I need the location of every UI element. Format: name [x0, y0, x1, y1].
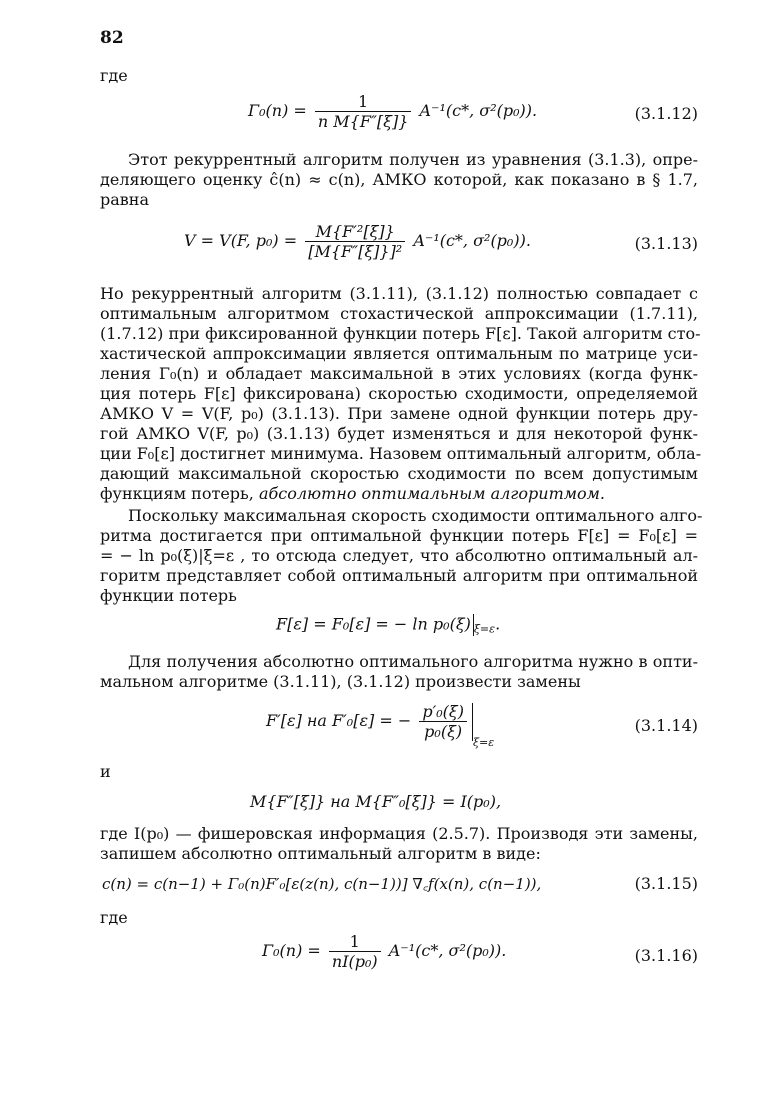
text-line: (1.7.12) при фиксированной функции потерь F[ε]. Такой алгоритм сто-: [100, 324, 701, 343]
text-line: Но рекуррентный алгоритм (3.1.11), (3.1.12) полностью совпадает с: [100, 284, 698, 303]
text-line: Для получения абсолютно оптимального алгоритма нужно в опти-: [128, 652, 698, 671]
text-line: мальном алгоритме (3.1.11), (3.1.12) произвести замены: [100, 672, 581, 691]
eq-fraction: [419, 702, 467, 741]
text-line: где I(p₀) — фишеровская информация (2.5.7). Производя эти замены,: [100, 824, 698, 843]
eq-body: M{F″[ξ]} на M{F″₀[ξ]} = I(p₀),: [250, 792, 502, 811]
text-line: и: [100, 762, 111, 781]
text-line: ритма достигается при оптимальной функции потерь F[ε] = F₀[ε] =: [100, 526, 698, 545]
eq-left: Γ₀(n) =: [262, 941, 321, 960]
page-number: 82: [100, 28, 124, 48]
equation-3-1-12: [100, 92, 698, 138]
text-line: равна: [100, 190, 149, 209]
text-line: горитм представляет собой оптимальный алгоритм при оптимальной: [100, 566, 698, 585]
eq-end: .: [495, 614, 501, 634]
text-line: гой АМКО V(F, p₀) (3.1.13) будет изменяться и для некоторой функ-: [100, 424, 698, 443]
eq-denominator: [M{F″[ξ]}]²: [308, 242, 403, 261]
text-line: запишем абсолютно оптимальный алгоритм в виде:: [100, 844, 541, 863]
eq-left: Γ₀(n) =: [248, 101, 307, 120]
eq-right: A⁻¹(c*, σ²(p₀)).: [413, 231, 531, 250]
eq-numerator: 1: [315, 92, 412, 112]
eq-numerator: M{F′²[ξ]}: [305, 222, 405, 242]
equation-fisher-substitution: [100, 792, 698, 816]
text-line: Поскольку максимальная скорость сходимости оптимального алго-: [128, 506, 703, 525]
eq-denominator: n M{F″[ξ]}: [317, 112, 409, 131]
eq-fraction: [315, 92, 412, 131]
text-line: где: [100, 908, 128, 927]
text-line: деляющего оценку ĉ(n) ≈ c(n), АМКО которой, как показано в § 1.7,: [100, 170, 698, 189]
eq-body: c(n) = c(n−1) + Γ₀(n)F′₀[ε(z(n), c(n−1))] ∇꜀f(x(n), c(n−1)),: [102, 875, 542, 893]
text-line: Этот рекуррентный алгоритм получен из уравнения (3.1.3), опре-: [128, 150, 698, 169]
equation-3-1-13: [100, 222, 698, 268]
eq-denominator: nI(p₀): [331, 952, 378, 971]
text-line: где: [100, 66, 128, 85]
equation-label: (3.1.13): [634, 234, 698, 253]
eq-body: F[ε] = F₀[ε] = − ln p₀(ξ): [276, 614, 471, 634]
eq-subscript: ξ=ε: [472, 736, 495, 749]
eq-fraction: [305, 222, 405, 261]
text-line: [100, 484, 698, 504]
eq-numerator: p′₀(ξ): [419, 702, 467, 722]
text-line: ции F₀[ε] достигнет минимума. Назовем оптимальный алгоритм, обла-: [100, 444, 702, 463]
equation-3-1-15: [100, 874, 698, 898]
eq-denominator: p₀(ξ): [424, 722, 463, 741]
eq-subscript: ξ=ε: [473, 622, 496, 636]
eval-bar: [472, 703, 473, 741]
equation-optimal-loss: [100, 614, 698, 642]
eq-fraction: [329, 932, 381, 971]
text-line: функции потерь: [100, 586, 237, 605]
equation-3-1-14: [100, 702, 698, 754]
text-line: хастической аппроксимации является оптимальным по матрице уси-: [100, 344, 698, 363]
equation-3-1-16: [100, 932, 698, 982]
text-line: оптимальным алгоритмом стохастической аппроксимации (1.7.11),: [100, 304, 698, 323]
equation-label: (3.1.14): [634, 716, 698, 735]
text-line: ления Γ₀(n) и обладает максимальной в этих условиях (когда функ-: [100, 364, 698, 383]
text-line: дающий максимальной скоростью сходимости по всем допустимым: [100, 464, 698, 483]
eq-right: A⁻¹(c*, σ²(p₀)).: [388, 941, 507, 960]
eq-numerator: 1: [329, 932, 381, 952]
text-line: ция потерь F[ε] фиксирована) скоростью сходимости, определяемой: [100, 384, 698, 403]
text-line: = − ln p₀(ξ)|ξ=ε , то отсюда следует, что абсолютно оптимальный ал-: [100, 546, 698, 565]
eq-left: F′[ε] на F′₀[ε] = −: [266, 711, 412, 730]
text-line: АМКО V = V(F, p₀) (3.1.13). При замене одной функции потерь дру-: [100, 404, 698, 423]
eq-right: A⁻¹(c*, σ²(p₀)).: [419, 101, 538, 120]
equation-label: (3.1.15): [634, 874, 698, 893]
equation-label: (3.1.16): [634, 946, 698, 965]
emphasis-text: абсолютно оптимальным алгоритмом.: [258, 484, 605, 503]
eq-left: V = V(F, p₀) =: [184, 231, 298, 250]
text-span: функциям потерь,: [100, 484, 254, 503]
equation-label: (3.1.12): [634, 104, 698, 123]
